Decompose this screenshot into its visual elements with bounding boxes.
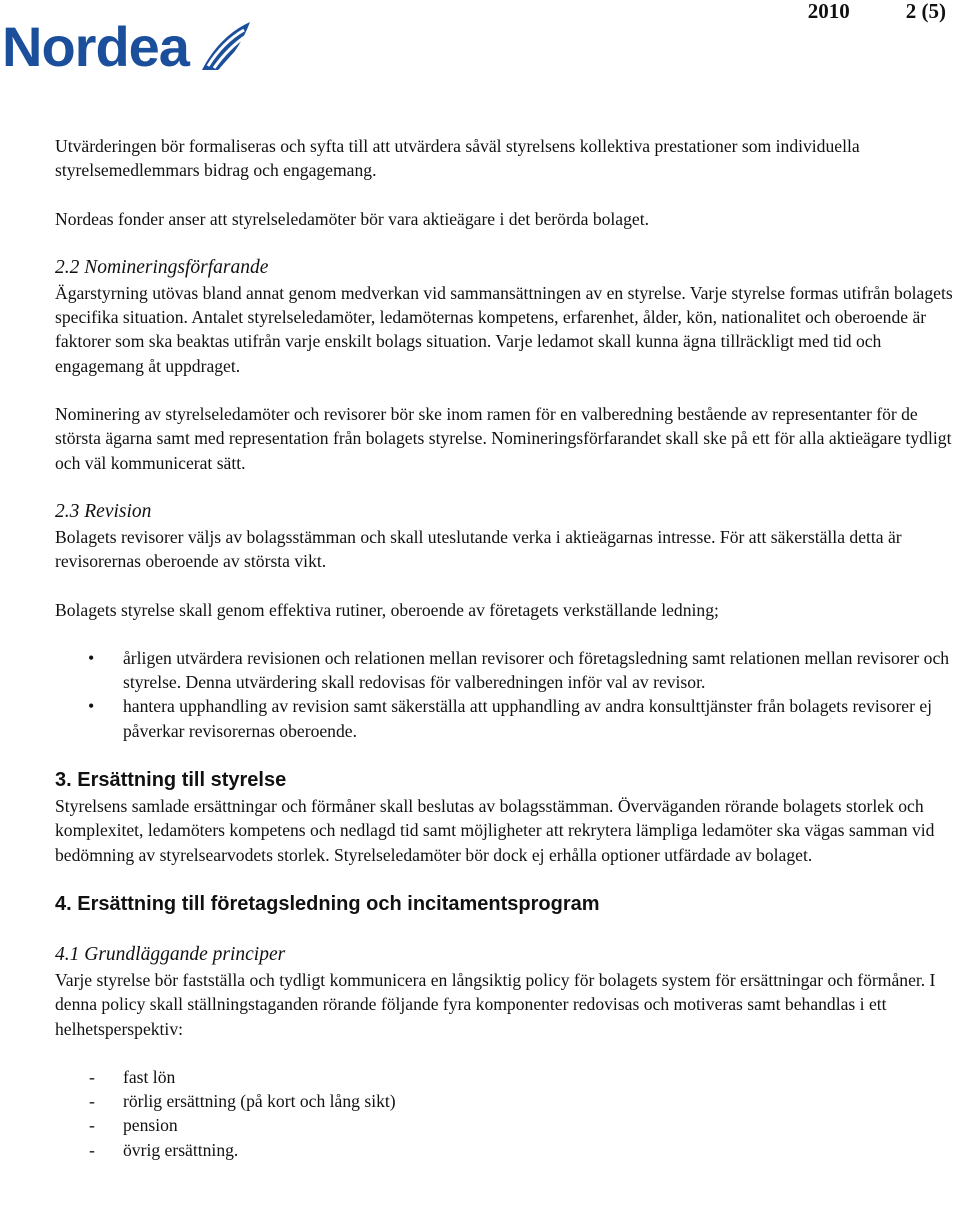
bullet-list [55,646,955,743]
paragraph: Styrelsens samlade ersättningar och förmåner skall beslutas av bolagsstämman. Överväganden rörande bolagets storlek och komplexitet, ledamöters kompetens och nedlagd tid samt möjligheter att rekrytera lämpliga ledamöter ska vägas samman vid bedömning av styrelsearvodets storlek. Styrelseledamöter bör dock ej erhålla optioner utfärdade av bolaget. [55,796,935,865]
section-heading-4: 4. Ersättning till företagsledning och incitamentsprogram [55,892,600,915]
list-item: - rörlig ersättning (på kort och lång sikt) [55,1089,955,1113]
paragraph: Ägarstyrning utövas bland annat genom medverkan vid sammansättningen av en styrelse. Varje styrelse formas utifrån bolagets specifika situation. Antalet styrelseledamöter, ledamöternas kompetens, erfarenhet, ålder, kön, nationalitet och oberoende är faktorer som ska beaktas utifrån varje enskilt bolags situation. Varje ledamot skall kunna ägna tillräckligt med tid och engagemang åt uppdraget. [55,282,953,376]
logo-wordmark: Nordea [2,15,189,78]
section-heading-2-2: 2.2 Nomineringsförfarande [55,256,269,278]
paragraph: Varje styrelse bör fastställa och tydligt kommunicera en långsiktig policy för bolagets system för ersättningar och förmåner. I denna policy skall ställningstaganden rörande följande fyra komponenter redovisas och motiveras samt behandlas i ett helhetsperspektiv: [55,969,936,1039]
dash-list [55,1065,955,1162]
nordea-logo [2,14,254,80]
section-heading-2-3: 2.3 Revision [55,500,152,522]
paragraph: Nominering av styrelseledamöter och revisorer bör ske inom ramen för en valberedning bestående av representanter för de största ägarna samt med representation från bolagets styrelse. Nomineringsförfarandet skall ske på ett för alla aktieägare tydligt och väl kommunicerat sätt. [55,404,952,473]
paragraph: Nordeas fonder anser att styrelseledamöter bör vara aktieägare i det berörda bolaget. [55,208,650,229]
document-year: 2010 [807,0,850,23]
document-body [55,134,955,1162]
paragraph: Utvärderingen bör formaliseras och syfta till att utvärdera såväl styrelsens kollektiva prestationer som individuella styrelsemedlemmars bidrag och engagemang. [55,136,860,181]
paragraph: Bolagets revisorer väljs av bolagsstämman och skall uteslutande verka i aktieägarnas intresse. För att säkerställa detta är revisorernas oberoende av största vikt. [55,526,902,572]
list-item: - pension [55,1113,955,1137]
list-item: - övrig ersättning. [55,1138,955,1162]
list-item: • hantera upphandling av revision samt säkerställa att upphandling av andra konsulttjänster från bolagets revisorer ej påverkar revisorernas oberoende. [55,694,955,743]
section-heading-3: 3. Ersättning till styrelse [55,769,287,792]
sail-icon [194,20,252,72]
list-item: • årligen utvärdera revisionen och relationen mellan revisorer och företagsledning samt relationen mellan revisorer och styrelse. Denna utvärdering skall redovisas för valberedningen inför val av revisor. [55,646,955,695]
page-number: 2 (5) [905,0,946,23]
list-item: - fast lön [55,1065,955,1089]
page-header [808,0,946,24]
paragraph: Bolagets styrelse skall genom effektiva rutiner, oberoende av företagets verkställande ledning; [55,599,719,620]
section-heading-4-1: 4.1 Grundläggande principer [55,943,286,965]
